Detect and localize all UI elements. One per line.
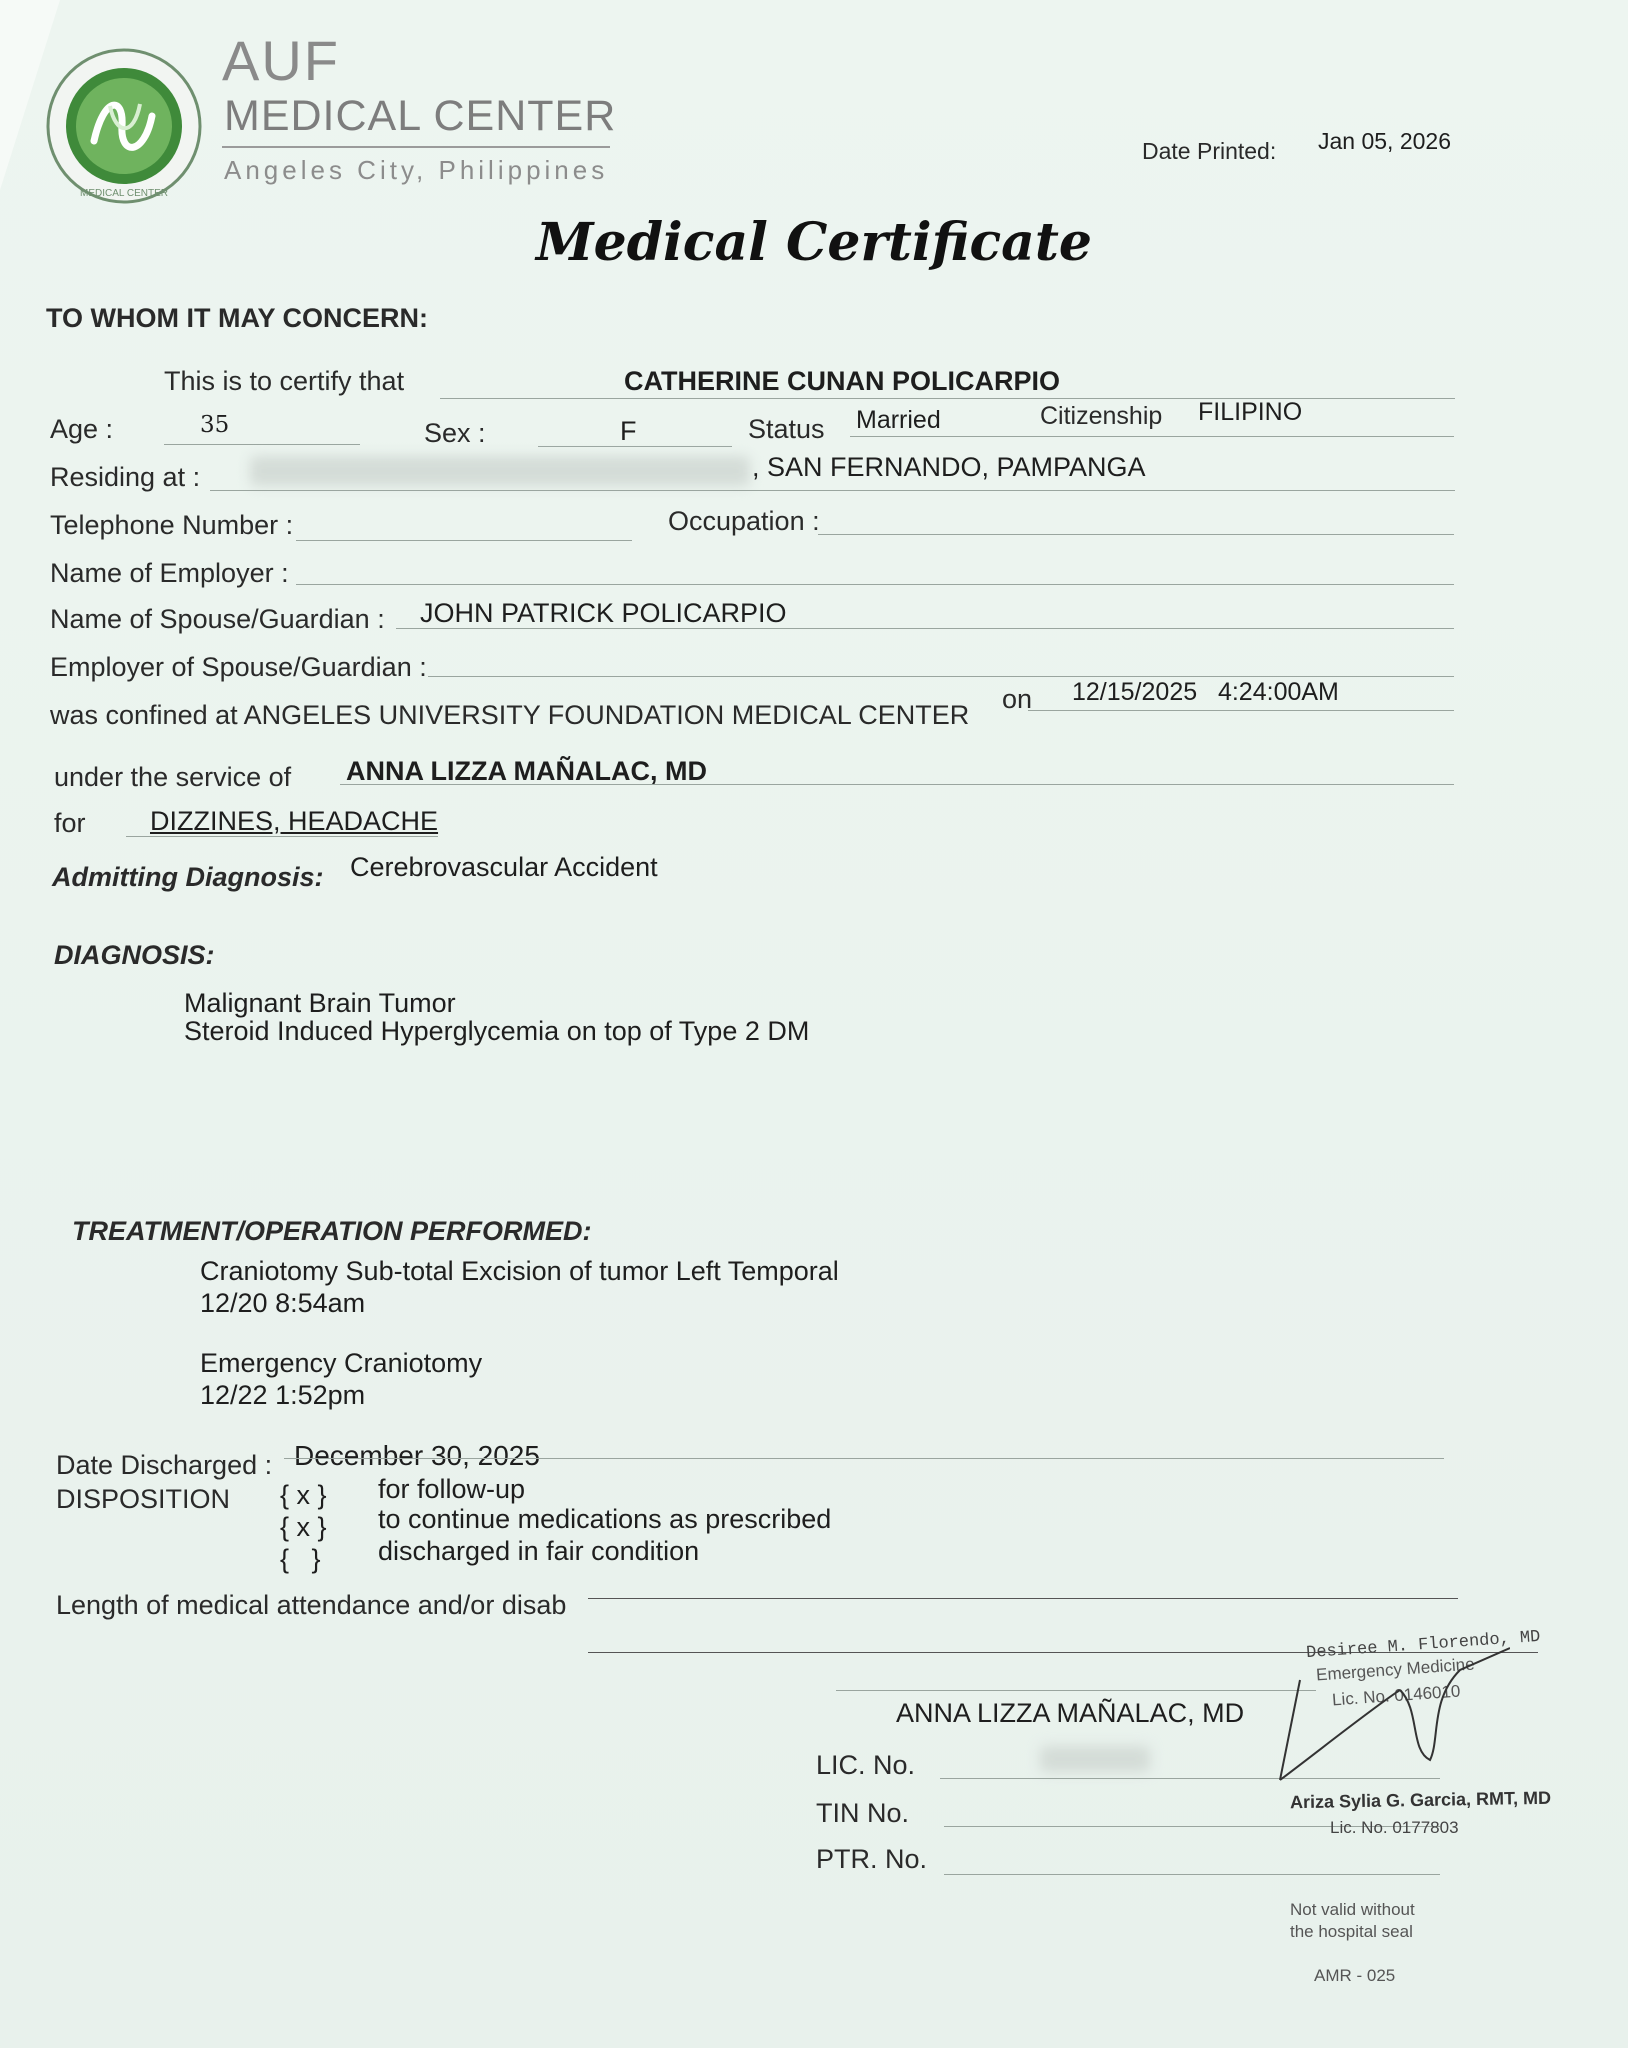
sex-label: Sex : xyxy=(424,418,486,448)
disposition-label: DISPOSITION xyxy=(56,1484,231,1514)
disposition-option: discharged in fair condition xyxy=(378,1536,700,1566)
redacted-address xyxy=(250,456,750,486)
ptr-line xyxy=(944,1874,1440,1875)
sex-line xyxy=(538,446,732,447)
residing-line xyxy=(210,490,1455,491)
spouse-employer-label: Employer of Spouse/Guardian : xyxy=(50,652,427,682)
brand-name: AUF xyxy=(222,29,340,92)
certify-label: This is to certify that xyxy=(164,366,405,396)
age-label: Age : xyxy=(50,414,114,444)
service-physician: ANNA LIZZA MAÑALAC, MD xyxy=(346,756,707,786)
for-label: for xyxy=(54,808,86,838)
form-code: AMR - 025 xyxy=(1314,1966,1396,1985)
disposition-option: to continue medications as prescribed xyxy=(378,1504,832,1534)
ptr-label: PTR. No. xyxy=(816,1844,928,1874)
residing-label: Residing at : xyxy=(50,462,201,492)
doctor-stamp-license: Lic. No. 0146010 xyxy=(1331,1681,1462,1710)
spouse-label: Name of Spouse/Guardian : xyxy=(50,604,385,634)
on-label: on xyxy=(1002,684,1033,714)
admitting-label: Admitting Diagnosis: xyxy=(52,862,324,892)
complaint-value: DIZZINES, HEADACHE xyxy=(150,806,439,836)
date-printed-label: Date Printed: xyxy=(1142,138,1277,164)
hospital-seal-logo xyxy=(44,46,204,206)
occupation-label: Occupation : xyxy=(668,506,820,536)
patient-name: CATHERINE CUNAN POLICARPIO xyxy=(624,366,1061,396)
brand-location: Angeles City, Philippines xyxy=(224,155,609,185)
svg-text:MEDICAL CENTER: MEDICAL CENTER xyxy=(80,188,168,199)
status-value: Married xyxy=(856,406,941,434)
treatment-item-name: Emergency Craniotomy xyxy=(200,1348,483,1378)
discharge-date-line xyxy=(284,1458,1444,1459)
diagnosis-item: Steroid Induced Hyperglycemia on top of Type 2 DM xyxy=(184,1016,810,1046)
treatment-item-time: 12/22 1:52pm xyxy=(200,1380,366,1410)
treatment-item-time: 12/20 8:54am xyxy=(200,1288,366,1318)
telephone-label: Telephone Number : xyxy=(50,510,294,540)
address-value: , SAN FERNANDO, PAMPANGA xyxy=(752,452,1146,482)
length-line xyxy=(588,1598,1458,1599)
disposition-checkbox: { x } xyxy=(280,1480,327,1510)
doctor-stamp-specialty: Emergency Medicine xyxy=(1315,1654,1476,1685)
tin-label: TIN No. xyxy=(816,1798,910,1828)
signatory-line xyxy=(836,1690,1316,1691)
age-value: 35 xyxy=(200,412,230,438)
complaint-line xyxy=(126,836,438,837)
disposition-option: for follow-up xyxy=(378,1474,526,1504)
status-label: Status xyxy=(748,414,825,444)
confined-text: was confined at ANGELES UNIVERSITY FOUNDATION MEDICAL CENTER xyxy=(50,700,970,730)
discharge-date-label: Date Discharged : xyxy=(56,1450,273,1480)
page-title: Medical Certificate xyxy=(536,212,1092,273)
treatment-heading: TREATMENT/OPERATION PERFORMED: xyxy=(72,1216,592,1246)
service-line xyxy=(340,784,1454,785)
admitting-value: Cerebrovascular Accident xyxy=(350,852,658,882)
age-line xyxy=(164,444,360,445)
length-label: Length of medical attendance and/or disab xyxy=(56,1590,567,1620)
spouse-line xyxy=(396,628,1454,629)
citizenship-value: FILIPINO xyxy=(1198,398,1303,426)
telephone-line xyxy=(296,540,632,541)
occupation-line xyxy=(818,534,1454,535)
brand-subtitle: MEDICAL CENTER xyxy=(224,92,617,140)
doctor-stamp-name: Desiree M. Florendo, MD xyxy=(1305,1627,1542,1664)
employer-line xyxy=(296,584,1454,585)
seal-note: the hospital seal xyxy=(1290,1922,1413,1941)
redacted-lic xyxy=(1040,1746,1150,1772)
lic-label: LIC. No. xyxy=(816,1750,916,1780)
second-stamp-name: Ariza Sylia G. Garcia, RMT, MD xyxy=(1289,1787,1552,1813)
disposition-checkbox: { } xyxy=(280,1544,321,1574)
discharge-date-value: December 30, 2025 xyxy=(294,1440,540,1471)
service-label: under the service of xyxy=(54,762,292,792)
citizenship-label: Citizenship xyxy=(1040,402,1163,430)
seal-note: Not valid without xyxy=(1290,1900,1415,1919)
salutation: TO WHOM IT MAY CONCERN: xyxy=(46,303,429,333)
patient-name-line xyxy=(440,398,1455,399)
brand-divider xyxy=(222,146,610,148)
sex-value: F xyxy=(620,416,637,446)
treatment-item-name: Craniotomy Sub-total Excision of tumor Left Temporal xyxy=(200,1256,839,1286)
disposition-checkbox: { x } xyxy=(280,1512,327,1542)
spouse-value: JOHN PATRICK POLICARPIO xyxy=(420,598,787,628)
diagnosis-heading: DIAGNOSIS: xyxy=(54,940,215,970)
status-line xyxy=(850,436,1454,437)
second-stamp-license: Lic. No. 0177803 xyxy=(1330,1818,1459,1837)
employer-label: Name of Employer : xyxy=(50,558,289,588)
confined-datetime: 12/15/2025 4:24:00AM xyxy=(1072,678,1339,706)
spouse-employer-line xyxy=(428,676,1454,677)
diagnosis-item: Malignant Brain Tumor xyxy=(184,988,456,1018)
date-printed-value: Jan 05, 2026 xyxy=(1318,128,1452,154)
signatory-name: ANNA LIZZA MAÑALAC, MD xyxy=(896,1698,1245,1728)
handwritten-signature xyxy=(1260,1640,1510,1790)
confined-line xyxy=(1028,710,1454,711)
